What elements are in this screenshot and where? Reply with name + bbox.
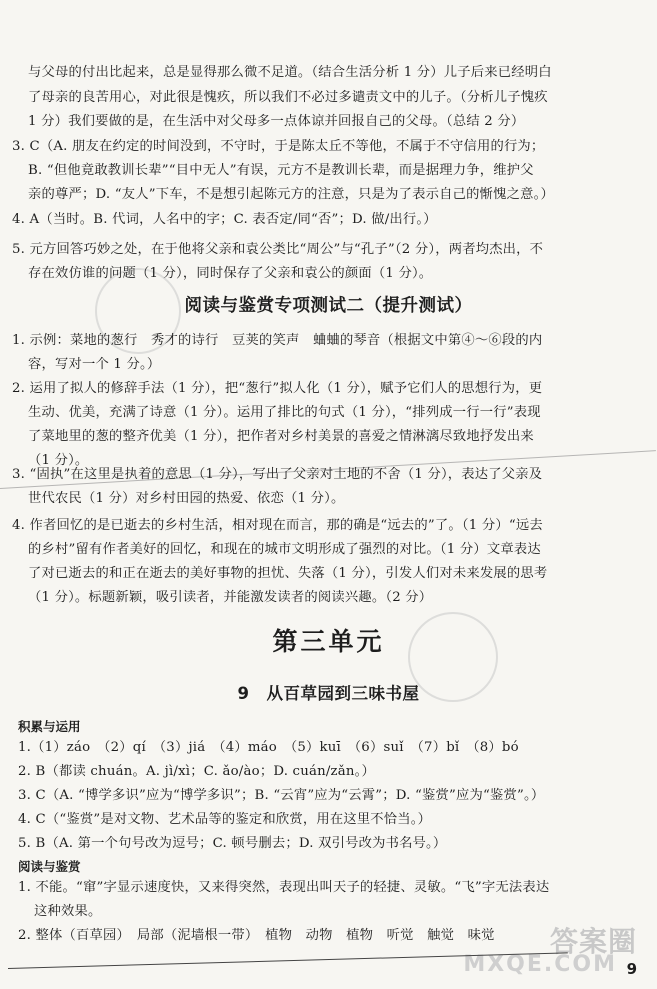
text-line: （1 分）。标题新颖，吸引读者，并能激发读者的阅读兴趣。（2 分）: [28, 590, 433, 605]
watermark-text: 答案圈: [549, 925, 637, 958]
text-line: 2. B（都读 chuán。A. jì/xì；C. ǎo/ào；D. cuán/zǎn。）: [18, 764, 375, 779]
text-line: 3. C（A. 朋友在约定的时间没到，不守时，于是陈太丘不等他，不属于不守信用的行为；: [12, 139, 545, 154]
text-line: 世代农民（1 分）对乡村田园的热爱、依恋（1 分）。: [28, 491, 345, 506]
unit-title: 第三单元: [272, 627, 385, 656]
text-line: 与父母的付出比起来，总是显得那么微不足道。（结合生活分析 1 分）儿子后来已经明白: [28, 65, 552, 80]
section-label-read: 阅读与鉴赏: [18, 859, 81, 874]
text-line: 2. 运用了拟人的修辞手法（1 分），把“葱行”拟人化（1 分），赋予它们人的思想行为，更: [12, 381, 543, 396]
lesson-title: 9 从百草园到三味书屋: [237, 684, 420, 703]
text-line: 4. 作者回忆的是已逝去的乡村生活，相对现在而言，那的确是“远去的”了。（1 分）“远去: [12, 518, 543, 533]
text-line: 了对已逝去的和正在逝去的美好事物的担忧、失落（1 分），引发人们对未来发展的思考: [28, 566, 548, 581]
text-line: 亲的尊严；D. “友人”下车，不是想引起陈元方的注意，只是为了表示自己的惭愧之意。）: [28, 187, 554, 202]
text-line: 3. C（A. “博学多识”应为“博学多识”；B. “云宵”应为“云霄”；D. “鉴赏”应为“鉴赏”。）: [18, 788, 545, 803]
text-line: 3. “固执”在这里是执着的意思（1 分），写出了父亲对土地的不舍（1 分），表达了父亲及: [12, 467, 543, 482]
text-line: 了母亲的良苦用心，对此很是愧疚，所以我们不必过多谴责文中的儿子。（分析儿子愧疚: [28, 90, 548, 105]
section-title: 阅读与鉴赏专项测试二（提升测试）: [184, 296, 473, 316]
text-line: 1. 不能。“窜”字显示速度快，又来得突然，表现出叫天子的轻捷、灵敏。“飞”字无法表达: [18, 880, 550, 895]
section-label-accumulate: 积累与运用: [18, 719, 81, 734]
text-line: 1.（1）záo （2）qí （3）jiá （4）máo （5）kuī （6）suǐ （7）bǐ （8）bó: [18, 740, 519, 755]
text-line: 的乡村”留有作者美好的回忆，和现在的城市文明形成了强烈的对比。（1 分）文章表达: [28, 542, 541, 557]
text-line: 1. 示例：菜地的葱行 秀才的诗行 豆荚的笑声 蛐蛐的琴音（根据文中第④～⑥段的内: [12, 333, 543, 348]
text-line: 2. 整体（百草园） 局部（泥墙根一带） 植物 动物 植物 听觉 触觉 味觉: [18, 928, 495, 943]
text-line: 容，写对一个 1 分。）: [28, 357, 161, 372]
text-line: 这种效果。: [34, 904, 102, 919]
text-line: 5. 元方回答巧妙之处，在于他将父亲和袁公类比“周公”与“孔子”（2 分），两者均杰出，不: [12, 242, 544, 257]
text-line: 了菜地里的葱的整齐优美（1 分），把作者对乡村美景的喜爱之情淋漓尽致地抒发出来: [28, 429, 534, 444]
text-line: B. “但他竟敢教训长辈”“目中无人”有误，元方不是教训长辈，而是据理力争，维护父: [28, 163, 534, 178]
text-line: （1 分）。: [28, 453, 89, 468]
watermark-url: MXQE.COM: [463, 952, 617, 977]
text-line: 5. B（A. 第一个句号改为逗号；C. 顿号删去；D. 双引号改为书名号。）: [18, 836, 447, 851]
text-line: 存在效仿谁的问题（1 分），同时保存了父亲和袁公的颜面（1 分）。: [28, 266, 433, 281]
text-line: 1 分）我们要做的是，在生活中对父母多一点体谅并回报自己的父母。（总结 2 分）: [28, 114, 525, 129]
text-line: 生动、优美，充满了诗意（1 分）。运用了排比的句式（1 分），“排列成一行一行”表现: [28, 405, 541, 420]
text-line: 4. C（“鉴赏”是对文物、艺术品等的鉴定和欣赏，用在这里不恰当。）: [18, 812, 432, 827]
page-number: 9: [626, 960, 637, 978]
text-line: 4. A（当时。B. 代词，人名中的字；C. 表否定/同“否”；D. 做/出行。）: [12, 212, 437, 227]
